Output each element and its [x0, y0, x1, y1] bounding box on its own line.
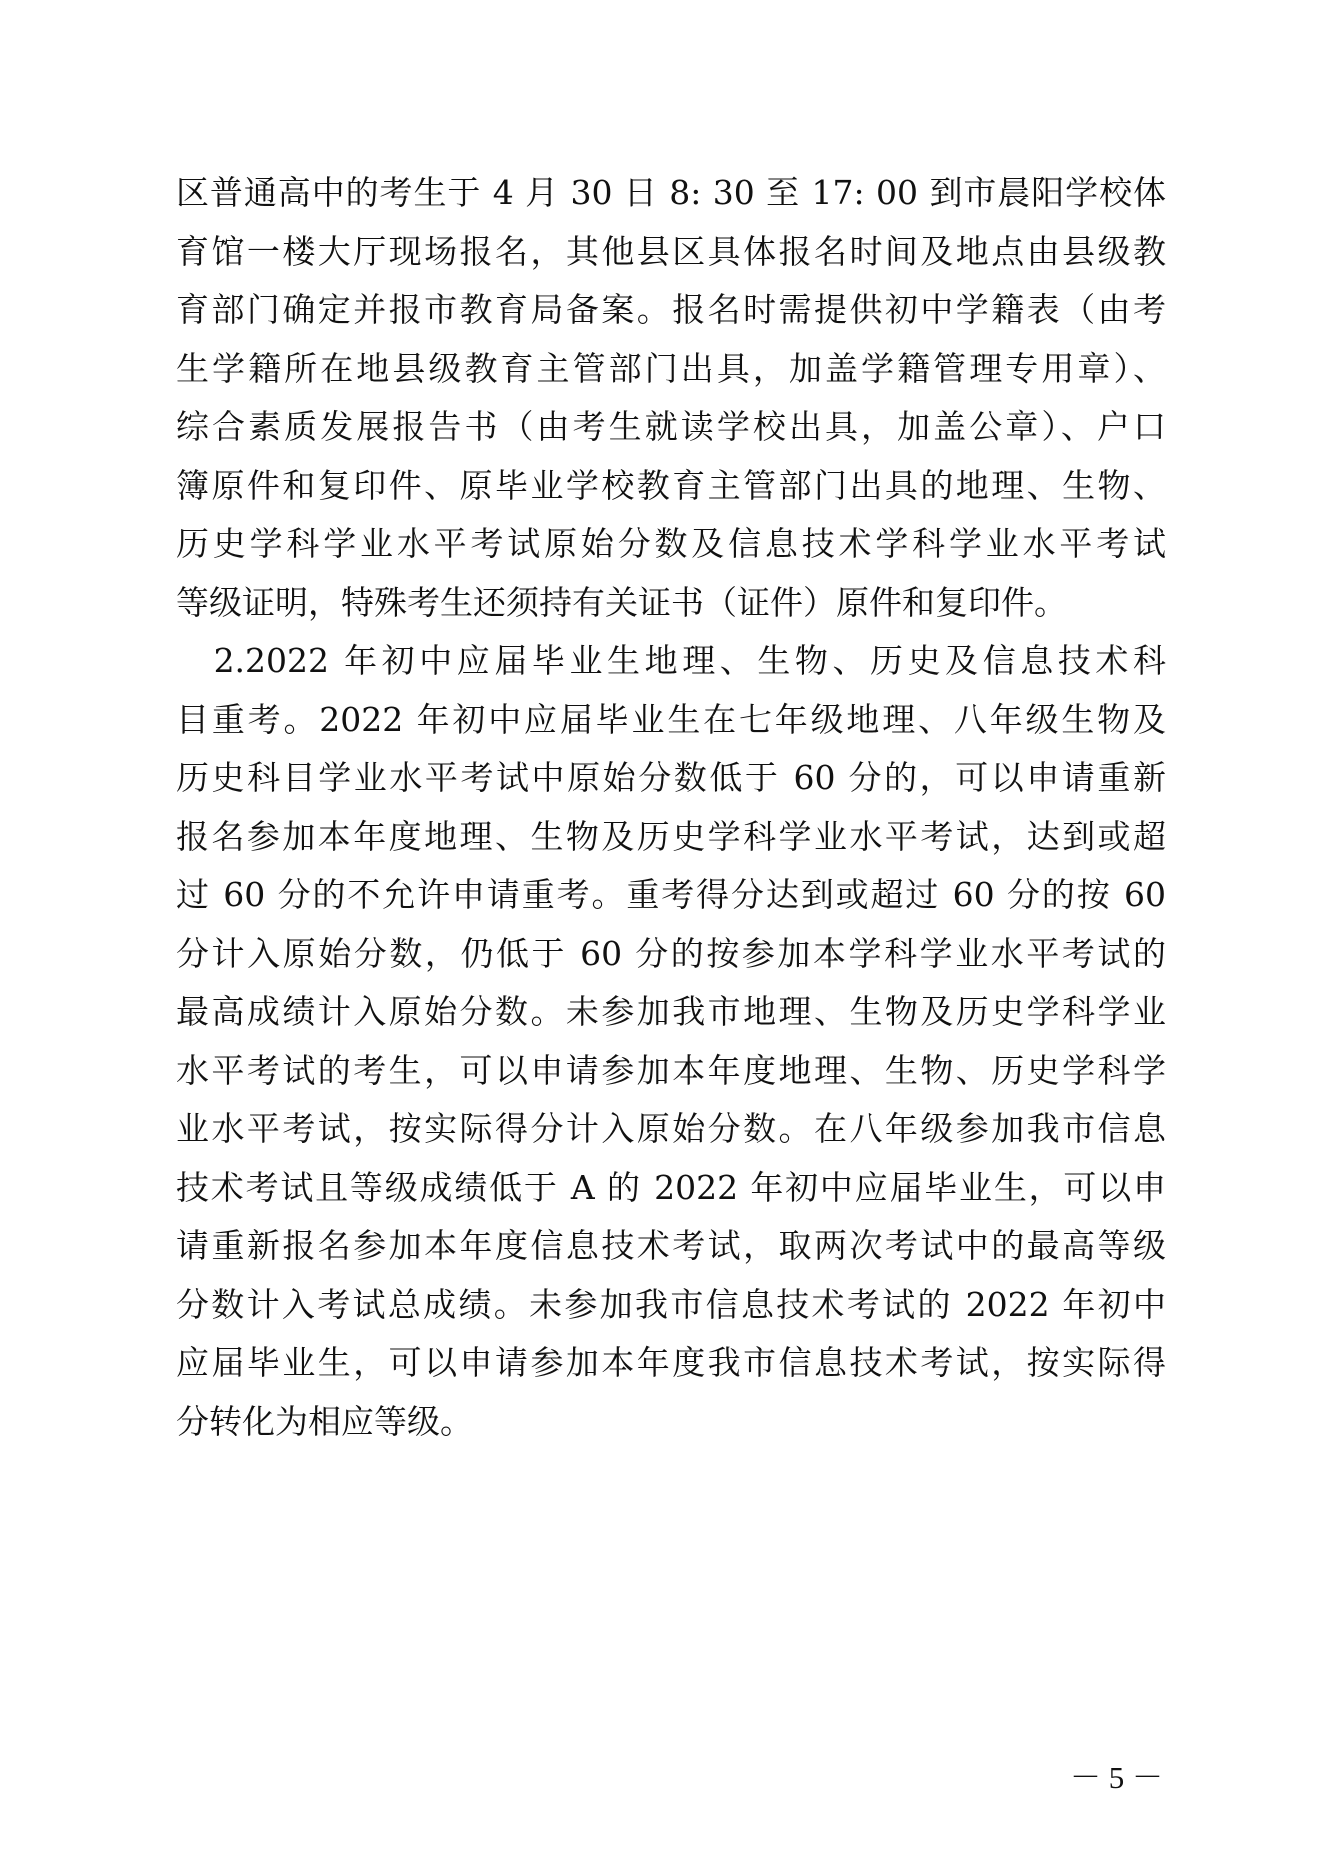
body-text-line: 育部门确定并报市教育局备案。报名时需提供初中学籍表（由考: [176, 290, 1166, 329]
body-text-line: 技术考试且等级成绩低于 A 的 2022 年初中应届毕业生，可以申: [176, 1168, 1166, 1207]
body-text-line: 目重考。2022 年初中应届毕业生在七年级地理、八年级生物及: [176, 700, 1166, 739]
body-text-line: 等级证明，特殊考生还须持有关证书（证件）原件和复印件。: [176, 583, 1067, 622]
body-text-line: 报名参加本年度地理、生物及历史学科学业水平考试，达到或超: [176, 817, 1166, 856]
paragraph-heading-line: 2.2022 年初中应届毕业生地理、生物、历史及信息技术科: [176, 641, 1166, 680]
body-text-line: 请重新报名参加本年度信息技术考试，取两次考试中的最高等级: [176, 1226, 1166, 1265]
body-text-line: 应届毕业生，可以申请参加本年度我市信息技术考试，按实际得: [176, 1343, 1166, 1382]
body-text-line: 育馆一楼大厅现场报名，其他县区具体报名时间及地点由县级教: [176, 232, 1166, 271]
page-number: － 5 －: [1070, 1760, 1163, 1795]
body-text-line: 历史科目学业水平考试中原始分数低于 60 分的，可以申请重新: [176, 758, 1166, 797]
body-text-line: 簿原件和复印件、原毕业学校教育主管部门出具的地理、生物、: [176, 466, 1166, 505]
body-text-line: 综合素质发展报告书（由考生就读学校出具，加盖公章）、户口: [176, 407, 1166, 446]
body-text-line: 区普通高中的考生于 4 月 30 日 8: 30 至 17: 00 到市晨阳学校体: [176, 173, 1166, 212]
body-text-line: 历史学科学业水平考试原始分数及信息技术学科学业水平考试: [176, 524, 1166, 563]
body-text-line: 过 60 分的不允许申请重考。重考得分达到或超过 60 分的按 60: [176, 875, 1166, 914]
body-text-line: 最高成绩计入原始分数。未参加我市地理、生物及历史学科学业: [176, 992, 1166, 1031]
body-text-line: 水平考试的考生，可以申请参加本年度地理、生物、历史学科学: [176, 1051, 1166, 1090]
body-text-line: 分数计入考试总成绩。未参加我市信息技术考试的 2022 年初中: [176, 1285, 1166, 1324]
body-text-line: 生学籍所在地县级教育主管部门出具，加盖学籍管理专用章）、: [176, 349, 1166, 388]
body-text-line: 分计入原始分数，仍低于 60 分的按参加本学科学业水平考试的: [176, 934, 1166, 973]
body-text-line: 分转化为相应等级。: [176, 1402, 473, 1441]
body-text-line: 业水平考试，按实际得分计入原始分数。在八年级参加我市信息: [176, 1109, 1166, 1148]
